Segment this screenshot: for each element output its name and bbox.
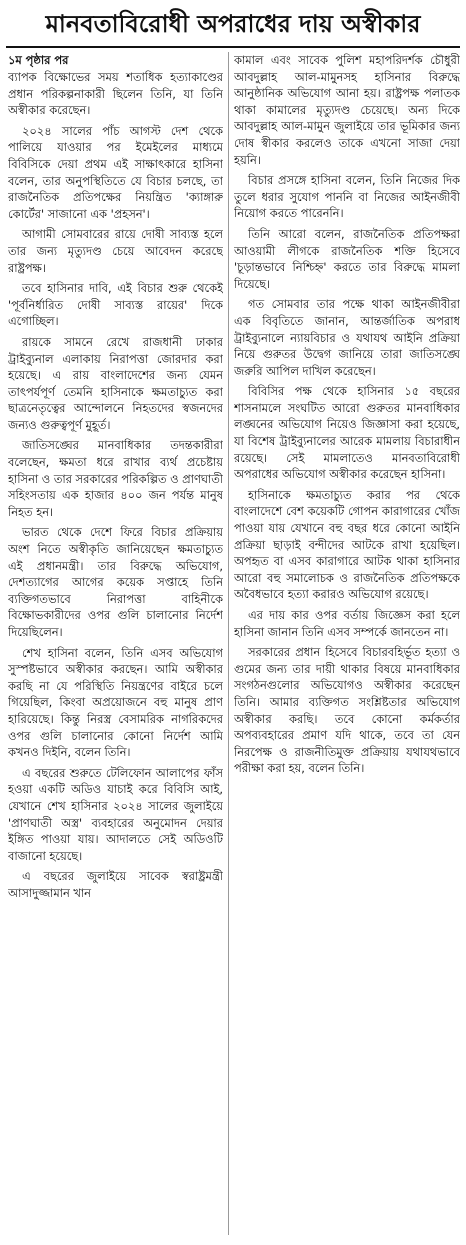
continued-from-label: ১ম পৃষ্ঠার পর bbox=[8, 53, 69, 67]
paragraph: ২০২৪ সালের পাঁচ আগস্ট দেশ থেকে পালিয়ে যাওয়ার পর ইমেইলের মাধ্যমে বিবিসিকে দেয়া প্রথম এই সাক্ষাৎকারে হাসিনা বলেন, তার অনুপস্থিতিতে যে বিচার চলছে, তা রাজনৈতিক প্রতিপক্ষের নিয়ন্ত্রিত 'ক্যাঙ্গারু কোর্টের' সাজানো এক 'প্রহসন'। bbox=[8, 123, 223, 221]
paragraph: এ বছরের শুরুতে টেলিফোন আলাপের ফাঁস হওয়া একটি অডিও যাচাই করে বিবিসি আই, যেখানে শেখ হাসিনার ২০২৪ সালের জুলাইয়ে 'প্রাণঘাতী অস্ত্র' ব্যবহারের অনুমোদন দেয়ার ইঙ্গিত পাওয়া যায়। আদালতে সেই অডিওটি বাজানো হয়েছে। bbox=[8, 765, 223, 863]
paragraph: জাতিসঙ্ঘের মানবাধিকার তদন্তকারীরা বলেছেন, ক্ষমতা ধরে রাখার ব্যর্থ প্রচেষ্টায় হাসিনা ও তার সরকারের পরিকল্পিত ও প্রাণঘাতী সহিংসতায় এক হাজার ৪০০ জন পর্যন্ত মানুষ নিহত হন। bbox=[8, 438, 223, 519]
paragraph: এ বছরের জুলাইয়ে সাবেক স্বরাষ্ট্রমন্ত্রী আসাদুজ্জামান খান bbox=[8, 869, 223, 900]
paragraph: বিচার প্রসঙ্গে হাসিনা বলেন, তিনি নিজের দিক তুলে ধরার সুযোগ পাননি বা নিজের আইনজীবী নিয়োগ করতে পারেননি। bbox=[234, 173, 460, 221]
paragraph: রায়কে সামনে রেখে রাজধানী ঢাকার ট্রাইব্যুনাল এলাকায় নিরাপত্তা জোরদার করা হয়েছে। এ রায় বাংলাদেশের জন্য যেমন তাৎপর্যপূর্ণ তেমনি হাসিনাকে ক্ষমতাচ্যুত করা ছাত্রনেতৃত্বের আন্দোলনে নিহতদের স্বজনদের জন্যও গুরুত্বপূর্ণ মুহূর্ত। bbox=[8, 334, 223, 432]
article-column-right bbox=[234, 52, 460, 1237]
paragraph: শেখ হাসিনা বলেন, তিনি এসব অভিযোগ সুস্পষ্টভাবে অস্বীকার করছেন। আমি অস্বীকার করছি না যে পরিস্থিতি নিয়ন্ত্রণের বাইরে চলে গিয়েছিল, কিংবা অপ্রয়োজনে বহু মানুষ প্রাণ হারিয়েছে। কিন্তু নিরস্ত্র বেসামরিক নাগরিকদের ওপর গুলি চালানোর কোনো নির্দেশ আমি কখনও দিইনি, বলেন তিনি। bbox=[8, 645, 223, 760]
paragraph: তিনি আরো বলেন, রাজনৈতিক প্রতিপক্ষরা আওয়ামী লীগকে রাজনৈতিক শক্তি হিসেবে 'চূড়ান্তভাবে নিশ্চিহ্ন' করতে তার বিরুদ্ধে মামলা দিয়েছে। bbox=[234, 226, 460, 291]
paragraph: আগামী সোমবারের রায়ে দোষী সাব্যস্ত হলে তার জন্য মৃত্যুদণ্ড চেয়ে আবেদন করেছে রাষ্ট্রপক্ষ। bbox=[8, 227, 223, 275]
paragraph: তবে হাসিনার দাবি, এই বিচার শুরু থেকেই 'পূর্বনির্ধারিত দোষী সাব্যস্ত রায়ের' দিকে এগোচ্ছিল। bbox=[8, 281, 223, 329]
article-headline: মানবতাবিরোধী অপরাধের দায় অস্বীকার bbox=[45, 10, 421, 38]
paragraph: এর দায় কার ওপর বর্তায় জিজ্ঞেস করা হলে হাসিনা জানান তিনি এসব সম্পর্কে জানতেন না। bbox=[234, 608, 460, 639]
paragraph: কামাল এবং সাবেক পুলিশ মহাপরিদর্শক চৌধুরী আবদুল্লাহ আল-মামুনসহ হাসিনার বিরুদ্ধে আনুষ্ঠানিক অভিযোগ আনা হয়। রাষ্ট্রপক্ষ পলাতক থাকা কামালের মৃত্যুদণ্ড চেয়েছে। অন্য দিকে আবদুল্লাহ আল-মামুন জুলাইয়ে তার ভূমিকার জন্য দোষ স্বীকার করলেও তাকে এখনো সাজা দেয়া হয়নি। bbox=[234, 53, 460, 167]
headline-rule bbox=[6, 46, 460, 48]
paragraph: গত সোমবার তার পক্ষে থাকা আইনজীবীরা এক বিবৃতিতে জানান, আন্তর্জাতিক অপরাধ ট্রাইব্যুনালে ন্যায়বিচার ও যথাযথ আইনি প্রক্রিয়া নিয়ে গুরুতর উদ্বেগ জানিয়ে তারা জাতিসঙ্ঘে জরুরি আপিল দাখিল করেছেন। bbox=[234, 297, 460, 378]
paragraph: ব্যাপক বিক্ষোভের সময় শতাধিক হত্যাকাণ্ডের প্রধান পরিকল্পনাকারী ছিলেন তিনি, যা তিনি অস্বীকার করেছেন। bbox=[8, 70, 223, 118]
paragraph: হাসিনাকে ক্ষমতাচ্যুত করার পর থেকে বাংলাদেশে বেশ কয়েকটি গোপন কারাগারের খোঁজ পাওয়া যায় যেখানে বহু বছর ধরে কোনো আইনি প্রক্রিয়া ছাড়াই বন্দীদের আটকে রাখা হয়েছিল। অপহৃত বা এসব কারাগারে আটক থাকা হাসিনার আরো বহু সমালোচক ও রাজনৈতিক প্রতিপক্ষকে অবৈধভাবে হত্যা করারও অভিযোগ রয়েছে। bbox=[234, 487, 460, 602]
paragraph: বিবিসির পক্ষ থেকে হাসিনার ১৫ বছরের শাসনামলে সংঘটিত আরো গুরুতর মানবাধিকার লঙ্ঘনের অভিযোগ নিয়েও জিজ্ঞাসা করা হয়েছে, যা বিশেষ ট্রাইব্যুনালের আরেক মামলায় বিচারাধীন রয়েছে। সেই মামলাতেও মানবতাবিরোধী অপরাধের অভিযোগ অস্বীকার করেছেন হাসিনা। bbox=[234, 384, 460, 482]
article-column-left bbox=[8, 52, 223, 1237]
column-divider bbox=[228, 52, 229, 1235]
paragraph: সরকারের প্রধান হিসেবে বিচারবহির্ভূত হত্যা ও গুমের জন্য তার দায়ী থাকার বিষয়ে মানবাধিকার সংগঠনগুলোর অভিযোগও অস্বীকার করেছেন তিনি। আমার ব্যক্তিগত সংশ্লিষ্টতার অভিযোগ অস্বীকার করছি। তবে কোনো কর্মকর্তার অপব্যবহারের প্রমাণ যদি থাকে, তবে তা যেন নিরপেক্ষ ও রাজনীতিমুক্ত প্রক্রিয়ায় যথাযথভাবে পরীক্ষা করা হয়, বলেন তিনি। bbox=[234, 645, 460, 776]
paragraph: ভারত থেকে দেশে ফিরে বিচার প্রক্রিয়ায় অংশ নিতে অস্বীকৃতি জানিয়েছেন ক্ষমতাচ্যুত এই প্রধানমন্ত্রী। তার বিরুদ্ধে অভিযোগ, দেশত্যাগের আগের কয়েক সপ্তাহে তিনি ব্যক্তিগতভাবে নিরাপত্তা বাহিনীকে বিক্ষোভকারীদের ওপর গুলি চালানোর নির্দেশ দিয়েছিলেন। bbox=[8, 525, 223, 639]
